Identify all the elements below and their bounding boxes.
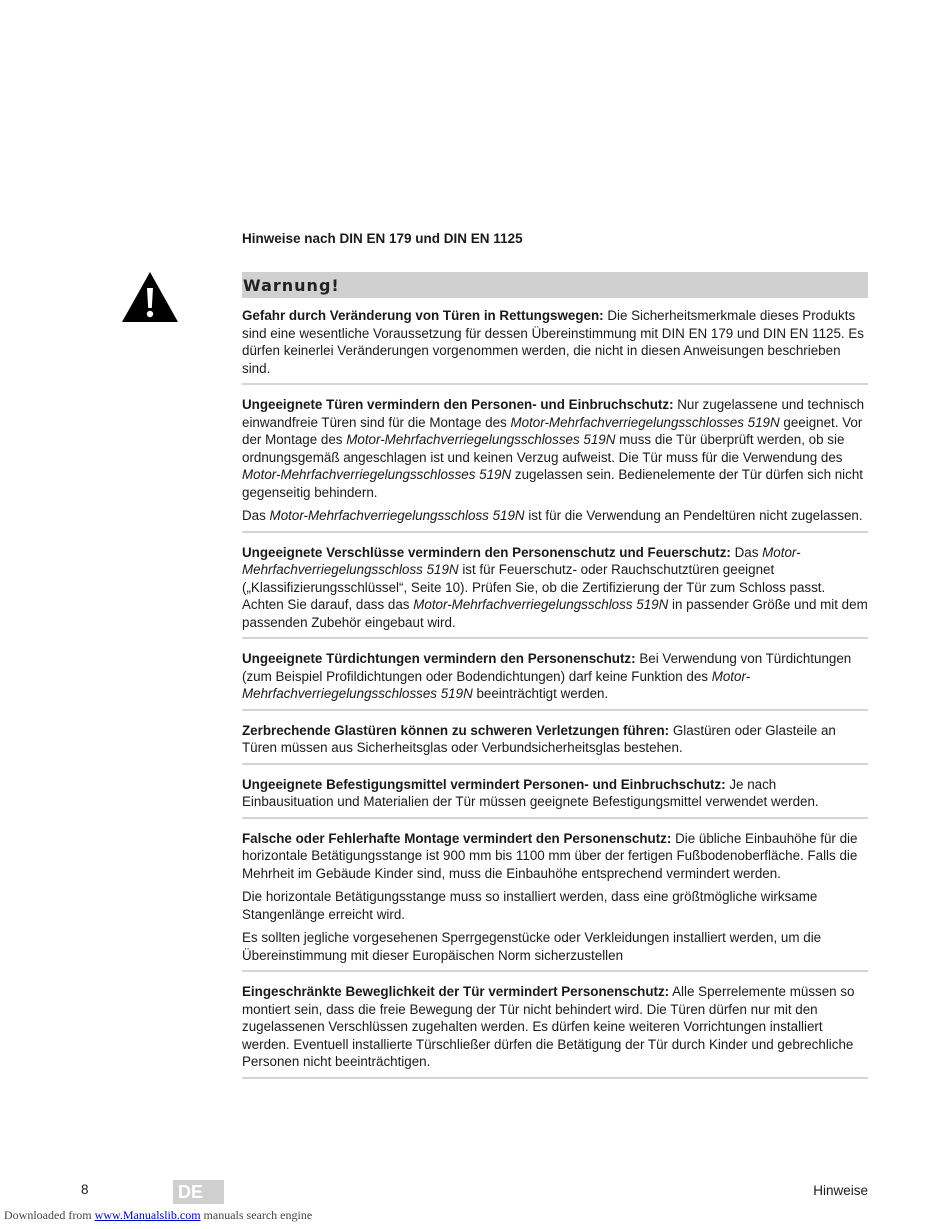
- warning-block: [242, 395, 868, 533]
- warning-block: [242, 721, 868, 765]
- page-number: 8: [81, 1182, 89, 1197]
- paragraph-text: Bei Verwendung von Türdichtungen (zum Beispiel Profildichtungen oder Bodendichtungen) darf keine Funktion des: [242, 651, 852, 684]
- warning-paragraph: [242, 650, 868, 703]
- warning-paragraph: [242, 776, 868, 811]
- paragraph-text: beeinträchtigt werden.: [472, 686, 609, 701]
- warning-lead: Falsche oder Fehlerhafte Montage vermindert den Personenschutz:: [242, 830, 672, 846]
- paragraph-text: in passender Größe und mit dem passenden Zubehör eingebaut wird.: [242, 597, 868, 630]
- warning-lead: Ungeeignete Verschlüsse vermindern den Personenschutz und Feuerschutz:: [242, 544, 731, 560]
- warning-lead: Eingeschränkte Beweglichkeit der Tür vermindert Personenschutz:: [242, 984, 670, 999]
- download-prefix: Downloaded from: [4, 1208, 95, 1222]
- warning-lead: Zerbrechende Glastüren können zu schweren Verletzungen führen:: [242, 722, 670, 738]
- paragraph-text: Die übliche Einbauhöhe für die horizontale Betätigungsstange ist 900 mm bis 1100 mm über der fertigen Fußbodenoberfläche. Falls die Mehrheit im Gebäude Kinder sind, muss die Einbauhöhe entsprechend vermindert werden.: [242, 830, 858, 881]
- warning-paragraph: [242, 722, 868, 757]
- warning-paragraph: [242, 307, 868, 377]
- warning-paragraph: [242, 983, 868, 1071]
- paragraph-text: Das: [242, 508, 270, 523]
- paragraph-text: Das: [730, 544, 763, 560]
- paragraph-text: zugelassen sein. Bedienelemente der Tür dürfen sich nicht gegenseitig behindern.: [242, 467, 864, 500]
- paragraph-text: Die Sicherheitsmerkmale dieses Produkts sind eine wesentliche Voraussetzung für dessen Übereinstimmung mit DIN EN 179 und DIN EN 1125. Es dürfen keinerlei Veränderungen vorgenommen werden, die nicht in diesen Anweisungen beschrieben sind.: [242, 308, 864, 376]
- warning-paragraph: [242, 888, 868, 923]
- manualslib-link[interactable]: www.Manualslib.com: [94, 1208, 201, 1222]
- warning-content: [242, 306, 868, 1089]
- paragraph-text: Je nach Einbausituation und Materialien der Tür müssen geeignete Befestigungsmittel verwendet werden.: [242, 776, 819, 809]
- paragraph-text: muss die Tür überprüft werden, ob sie ordnungsgemäß angeschlagen ist und keinen Verzug aufweist. Die Tür muss für die Verwendung des: [242, 432, 845, 465]
- warning-block: [242, 775, 868, 819]
- product-name: Motor-Mehrfachverriegelungsschlosses 519N: [242, 668, 751, 701]
- warning-paragraph: [242, 544, 868, 632]
- paragraph-text: Alle Sperrelemente müssen so montiert sein, dass die freie Bewegung der Tür nicht behindert wird. Die Türen dürfen nur mit den zugelassenen Verschlüssen zugehalten werden. Es dürfen keine weiteren Vorrichtungen installiert werden. Eventuell installierte Türschließer dürfen die Betätigung der Tür durch Kinder und gebrechliche Personen nicht beeinträchtigen.: [242, 984, 855, 1069]
- product-name: Motor-Mehrfachverriegelungsschlosses 519N: [242, 467, 512, 482]
- warning-block: [242, 306, 868, 385]
- warning-block: [242, 649, 868, 711]
- product-name: Motor-Mehrfachverriegelungsschloss 519N: [269, 508, 525, 523]
- warning-paragraph: [242, 396, 868, 501]
- product-name: Motor-Mehrfachverriegelungsschloss 519N: [413, 597, 669, 612]
- download-notice: [4, 1208, 312, 1223]
- warning-lead: Ungeeignete Türen vermindern den Personen- und Einbruchschutz:: [242, 397, 674, 412]
- warning-block: [242, 982, 868, 1079]
- warning-lead: Gefahr durch Veränderung von Türen in Rettungswegen:: [242, 308, 604, 323]
- section-heading: Hinweise nach DIN EN 179 und DIN EN 1125: [242, 231, 523, 246]
- product-name: Motor-Mehrfachverriegelungsschloss 519N: [242, 544, 801, 577]
- paragraph-text: ist für Feuerschutz- oder Rauchschutztüren geeignet („Klassifizierungsschlüssel“, Seite 10). Prüfen Sie, ob die Zertifizierung der Tür zum Schloss passt. Achten Sie darauf, dass das: [242, 562, 826, 612]
- footer-section-title: Hinweise: [813, 1183, 868, 1198]
- warning-lead: Ungeeignete Türdichtungen vermindern den Personenschutz:: [242, 651, 636, 666]
- paragraph-text: Nur zugelassene und technisch einwandfreie Türen sind für die Montage des: [242, 397, 865, 430]
- warning-triangle-icon: [121, 271, 179, 323]
- warning-title: Warnung!: [243, 276, 340, 295]
- warning-block: [242, 543, 868, 640]
- paragraph-text: Die horizontale Betätigungsstange muss so installiert werden, dass eine größtmögliche wirksame Stangenlänge erreicht wird.: [242, 889, 818, 922]
- warning-paragraph: [242, 929, 868, 964]
- warning-lead: Ungeeignete Befestigungsmittel vermindert Personen- und Einbruchschutz:: [242, 776, 726, 792]
- warning-title-bar: [242, 272, 868, 298]
- product-name: Motor-Mehrfachverriegelungsschlosses 519N: [510, 414, 780, 430]
- product-name: Motor-Mehrfachverriegelungsschlosses 519N: [346, 432, 616, 447]
- language-badge: DE: [173, 1180, 224, 1204]
- paragraph-text: geeignet. Vor der Montage des: [242, 414, 863, 447]
- download-suffix: manuals search engine: [200, 1208, 313, 1222]
- warning-block: [242, 829, 868, 973]
- warning-paragraph: [242, 507, 868, 525]
- warning-paragraph: [242, 830, 868, 883]
- paragraph-text: ist für die Verwendung an Pendeltüren nicht zugelassen.: [524, 508, 863, 523]
- paragraph-text: Es sollten jegliche vorgesehenen Sperrgegenstücke oder Verkleidungen installiert werden, um die Übereinstimmung mit dieser Europäischen Norm sicherzustellen: [242, 930, 822, 963]
- paragraph-text: Glastüren oder Glasteile an Türen müssen aus Sicherheitsglas oder Verbundsicherheitsglas bestehen.: [242, 722, 836, 755]
